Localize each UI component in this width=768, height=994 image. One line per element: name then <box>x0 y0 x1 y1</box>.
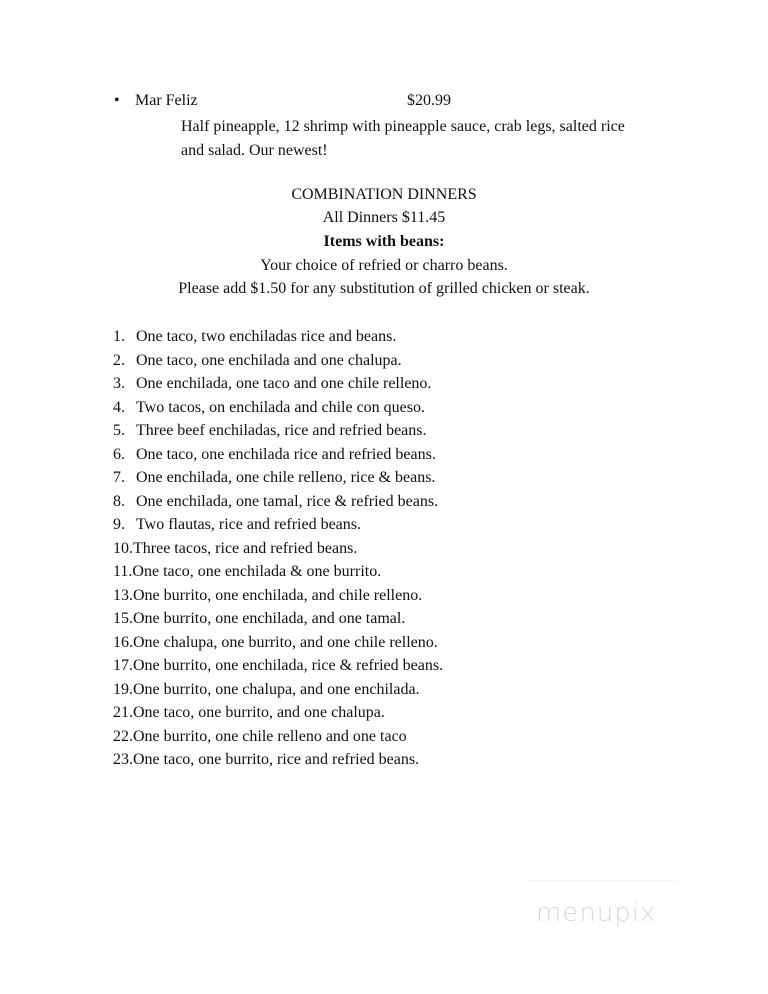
list-item <box>113 467 443 491</box>
item-number: 17. <box>113 657 133 674</box>
item-text: One taco, one enchilada & one burrito. <box>132 563 382 580</box>
item-name: Mar Feliz <box>135 92 198 109</box>
item-text: One taco, one enchilada and one chalupa. <box>136 351 402 369</box>
item-text: One burrito, one chile relleno and one taco <box>133 727 407 745</box>
list-item <box>113 420 443 444</box>
section-title: COMBINATION DINNERS <box>291 186 477 203</box>
beans-note: Your choice of refried or charro beans. <box>260 257 508 274</box>
item-text: One enchilada, one taco and one chile relleno. <box>136 375 432 392</box>
item-number: 10. <box>113 539 133 557</box>
item-number: 3. <box>113 375 125 392</box>
item-number: 22. <box>113 727 133 745</box>
item-number: 15. <box>113 610 133 627</box>
item-text: Three tacos, rice and refried beans. <box>133 539 358 557</box>
item-text: One taco, one burrito, rice and refried beans. <box>133 751 420 768</box>
list-item <box>113 444 443 468</box>
item-number: 7. <box>113 469 125 486</box>
item-number: 19. <box>113 680 133 698</box>
item-number: 9. <box>113 516 125 533</box>
subheading: Items with beans: <box>323 233 445 250</box>
item-number: 5. <box>113 422 125 439</box>
item-text: Two flautas, rice and refried beans. <box>136 516 361 533</box>
item-text: One enchilada, one tamal, rice & refried beans. <box>136 492 439 510</box>
item-price: $20.99 <box>407 92 451 109</box>
item-text: One taco, two enchiladas rice and beans. <box>136 328 397 345</box>
bullet-icon: • <box>114 92 120 109</box>
item-text: One taco, one burrito, and one chalupa. <box>133 704 385 721</box>
list-item <box>113 397 443 421</box>
list-item <box>113 585 443 609</box>
list-item <box>113 749 443 773</box>
item-description <box>181 115 681 163</box>
item-number: 8. <box>113 492 125 510</box>
list-item <box>113 679 443 703</box>
price-note: All Dinners $11.45 <box>322 209 446 226</box>
item-text: One burrito, one enchilada, rice & refried beans. <box>133 657 444 674</box>
featured-item-row <box>114 92 714 114</box>
item-number: 23. <box>113 751 133 768</box>
list-item <box>113 655 443 679</box>
item-number: 13. <box>113 586 133 604</box>
list-item <box>113 373 443 397</box>
list-item <box>113 726 443 750</box>
item-number: 4. <box>113 398 125 416</box>
item-number: 11. <box>113 563 133 580</box>
list-item <box>113 632 443 656</box>
list-item <box>113 326 443 350</box>
substitution-note: Please add $1.50 for any substitution of grilled chicken or steak. <box>178 280 590 297</box>
item-text: One taco, one enchilada rice and refried beans. <box>136 445 436 463</box>
item-number: 1. <box>113 328 125 345</box>
item-text: One burrito, one chalupa, and one enchilada. <box>133 680 420 698</box>
item-number: 6. <box>113 445 125 463</box>
list-item <box>113 561 443 585</box>
item-text: One burrito, one enchilada, and chile relleno. <box>133 586 423 604</box>
list-item <box>113 491 443 515</box>
list-item <box>113 608 443 632</box>
description-line: and salad. Our newest! <box>181 142 328 159</box>
watermark-decoration <box>528 880 678 883</box>
item-text: Three beef enchiladas, rice and refried beans. <box>136 422 427 439</box>
description-line: Half pineapple, 12 shrimp with pineapple sauce, crab legs, salted rice <box>181 118 625 135</box>
item-text: Two tacos, on enchilada and chile con queso. <box>136 398 426 416</box>
item-text: One chalupa, one burrito, and one chile relleno. <box>133 633 438 651</box>
watermark-logo: menupix <box>536 898 657 928</box>
item-text: One enchilada, one chile relleno, rice & beans. <box>136 469 436 486</box>
list-item <box>113 350 443 374</box>
item-number: 2. <box>113 351 125 369</box>
combination-list <box>113 326 443 773</box>
list-item <box>113 538 443 562</box>
item-number: 16. <box>113 633 133 651</box>
item-text: One burrito, one enchilada, and one tamal. <box>133 610 406 627</box>
list-item <box>113 702 443 726</box>
list-item <box>113 514 443 538</box>
item-number: 21. <box>113 704 133 721</box>
